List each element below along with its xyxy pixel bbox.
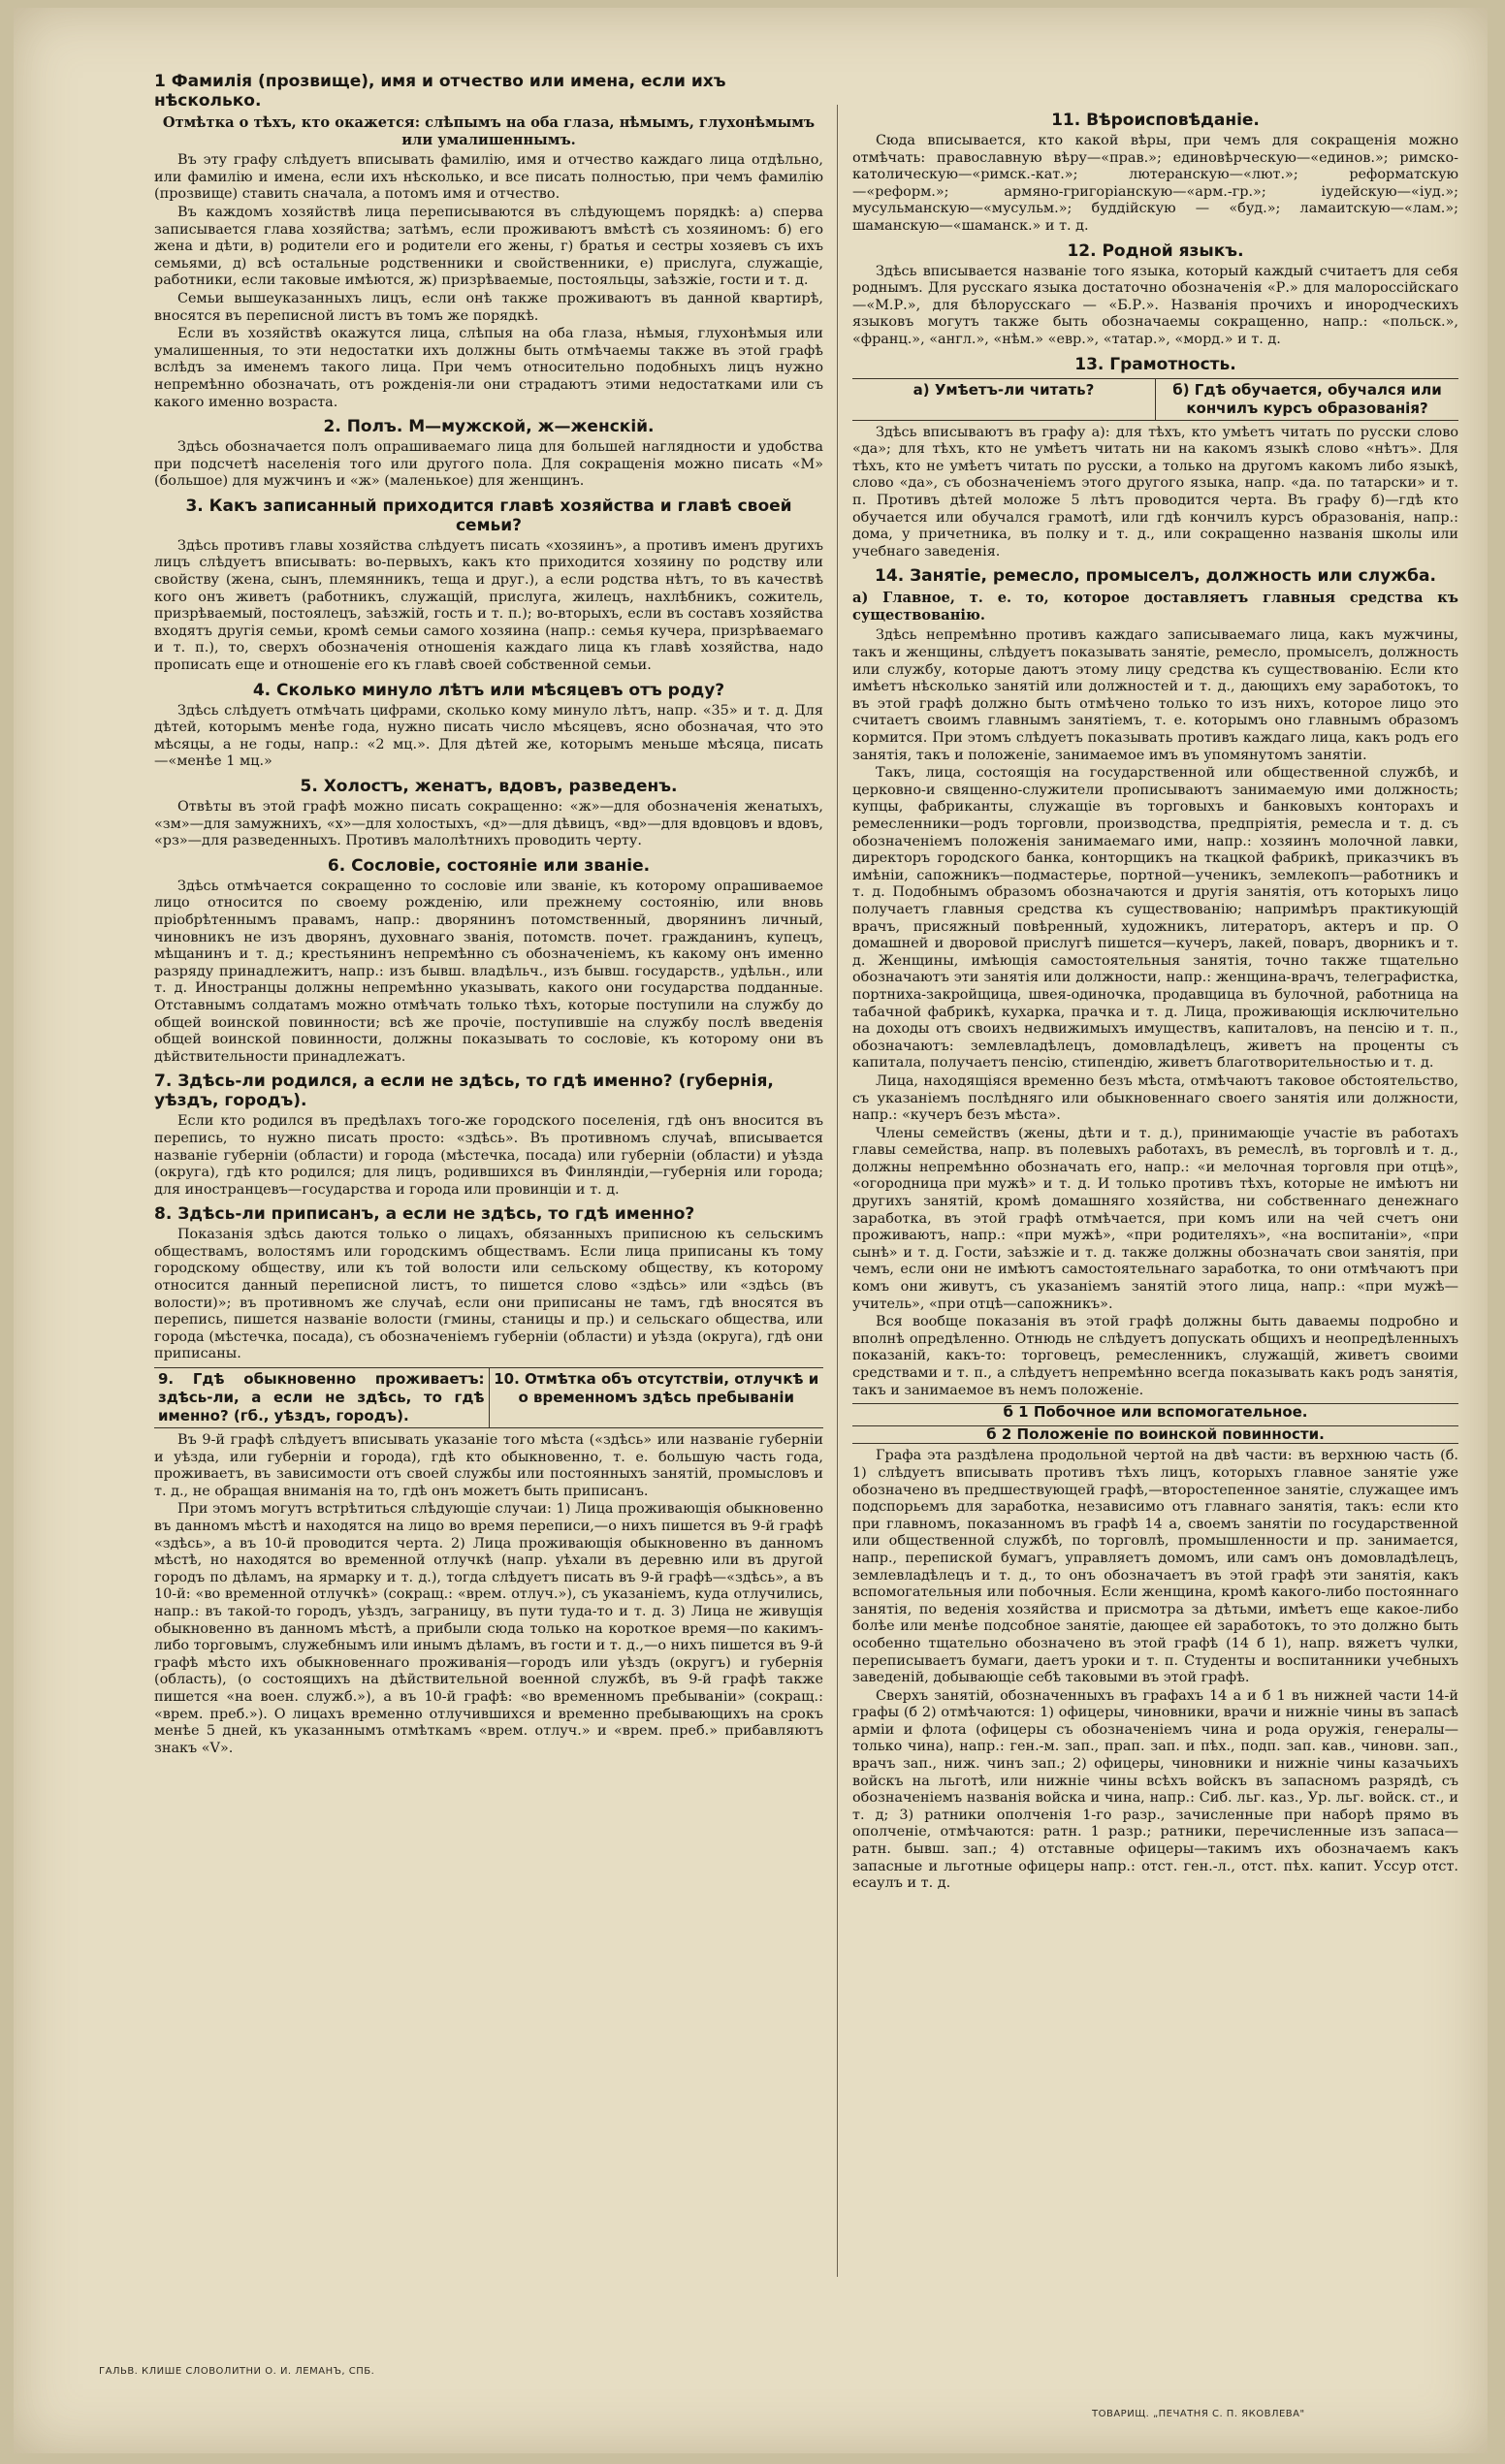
section-12-title: 12. Родной языкъ.: [1067, 240, 1244, 261]
section-14-paragraph: Лица, находящіяся временно безъ мѣста, отмѣчаютъ таковое обстоятельство, съ указаніемъ послѣдняго или обыкновеннаго своего занятія или должности, напр.: «кучеръ безъ мѣста».: [852, 1072, 1458, 1124]
section-5-title: 5. Холостъ, женатъ, вдовъ, разведенъ.: [300, 777, 678, 796]
section-1-paragraph: Если въ хозяйствѣ окажутся лица, слѣпыя на оба глаза, нѣмыя, глухонѣмыя или умалишенныя, то эти недостатки ихъ должны быть отмѣчаемы также въ этой графѣ вслѣдъ за именемъ такого лица. При чемъ относительно подобныхъ лицъ нужно непремѣнно обозначать, отъ рожденія-ли они страдаютъ этими недостатками или съ какого именно возраста.: [154, 326, 823, 410]
section-14b1-title: б 1 Побочное или вспомогательное.: [852, 1403, 1458, 1422]
section-1-paragraph: Семьи вышеуказанныхъ лицъ, если онѣ также проживаютъ въ данной квартирѣ, вносятся въ переписной листъ въ томъ же порядкѣ.: [154, 290, 823, 324]
section-3-paragraph: Здѣсь противъ главы хозяйства слѣдуетъ писать «хозяинъ», а противъ именъ другихъ лицъ слѣдуетъ вписывать: во-первыхъ, какъ кто приходится хозяину по родству или свойству (жена, сынъ, племянникъ, теща и друг.), а если родства нѣтъ, то въ качествѣ кого онъ живетъ (работникъ, служащій, прислуга, жилецъ, нахлѣбникъ, сожитель, призрѣваемый, постоялецъ, заѣзжій, гость и т. п.); во-вторыхъ, если въ составъ хозяйства входятъ другія семьи, кромѣ семьи самого хозяина (напр.: семья кучера, призрѣваемаго и т. п.), то, сверхъ обозначенія отношенія каждаго лица къ главѣ хозяйства, надо прописать еще и отношеніе его къ главѣ своей собственной семьи.: [154, 537, 823, 674]
section-11-title: 11. Вѣроисповѣданіе.: [1051, 111, 1260, 130]
section-4-title: 4. Сколько минуло лѣтъ или мѣсяцевъ отъ роду?: [252, 680, 725, 700]
section-2-paragraph: Здѣсь обозначается полъ опрашиваемаго лица для большей наглядности и удобства при подсчетѣ населенія того или другого пола. Для сокращенія можно писать «М» (большое) для мужчинъ и «ж» (маленькое) для женщинъ.: [154, 439, 823, 490]
section-10-title: 10. Отмѣтка объ отсутствіи, отлучкѣ и о временномъ здѣсь пребываніи: [489, 1368, 824, 1427]
printer-credit-right: ТОВАРИЩ. „ПЕЧАТНЯ С. П. ЯКОВЛЕВА": [1092, 2409, 1305, 2419]
section-9-10-header: [154, 1367, 823, 1428]
section-5-paragraph: Отвѣты въ этой графѣ можно писать сокращенно: «ж»—для обозначенія женатыхъ, «зм»—для замужнихъ, «х»—для холостыхъ, «д»—для дѣвицъ, «вд»—для вдовцовъ и вдовъ, «рз»—для разведенныхъ. Противъ малолѣтнихъ проводить черту.: [154, 799, 823, 849]
section-14b2-title: б 2 Положеніе по воинской повинности.: [852, 1425, 1458, 1445]
section-1-paragraph: Въ эту графу слѣдуетъ вписывать фамилію, имя и отчество каждаго лица отдѣльно, или фамилію и имена, если ихъ нѣсколько, и все писать полностью, при чемъ фамилію (прозвище) ставить сначала, а потомъ имя и отчество.: [154, 152, 823, 203]
section-12-paragraph: Здѣсь вписывается названіе того языка, который каждый считаетъ для себя роднымъ. Для русскаго языка достаточно обозначенія «Р.» для малороссійскаго—«М.Р.», для бѣлорусскаго — «Б.Р.». Названія прочихъ и инородческихъ языковъ могутъ также быть обозначаемы сокращенно, напр.: «польск.», «франц.», «англ.», «нѣм.» «евр.», «татар.», «морд.» и т. д.: [852, 263, 1458, 347]
section-11-paragraph: Сюда вписывается, кто какой вѣры, при чемъ для сокращенія можно отмѣчать: православную вѣру—«прав.»; единовѣрческую—«единов.»; римско-католическую—«римск.-кат.»; лютеранскую—«лют.»; реформатскую—«реформ.»; армяно-григоріанскую—«арм.-гр.»; іудейскую—«іуд.»; мусульманскую—«мусульм.»; буддійскую — «буд.»; ламаитскую—«лам.»; шаманскую—«шаманск.» и т. д.: [852, 133, 1458, 234]
section-14-paragraph: Члены семействъ (жены, дѣти и т. д.), принимающіе участіе въ работахъ главы семейства, напр. въ полевыхъ работахъ, въ ремеслѣ, въ торговлѣ и т. д., должны непремѣнно обозначать его, напр.: «и мелочная торговля при отцѣ», «огородница при мужѣ» и т. д. И только противъ тѣхъ, которые не имѣютъ ни другихъ занятій, кромѣ домашняго хозяйства, ни собственнаго денежнаго заработка, въ этой графѣ отмѣчается, при комъ или на чей счетъ они проживаютъ, напр.: «при мужѣ», «при родителяхъ», «на воспитаніи», «при сынѣ» и т. д. Гости, заѣзжіе и т. д. также должны обозначать свои занятія, при чемъ, если они не имѣютъ самостоятельнаго заработка, то они отмѣчаютъ при комъ они живутъ, съ указаніемъ занятій этого лица, напр.: «при мужѣ—учитель», «при отцѣ—сапожникъ».: [852, 1125, 1458, 1312]
section-1-subtitle: Отмѣтка о тѣхъ, кто окажется: слѣпымъ на оба глаза, нѣмымъ, глухонѣмымъ или умалишеннымъ.: [162, 114, 816, 148]
column-divider: [837, 105, 838, 2277]
left-column: [154, 66, 823, 1758]
section-14b-paragraph: Графа эта раздѣлена продольной чертой на двѣ части: въ верхнюю часть (б. 1) слѣдуетъ вписывать противъ тѣхъ лицъ, которыхъ главное занятіе уже обозначено въ предшествующей графѣ,—второстепенное занятіе, служащее имъ подспорьемъ для заработка, независимо отъ главнаго занятія, такъ: если кто при главномъ, показанномъ въ графѣ 14 а, своемъ занятіи по государственной или общественной службѣ, по торговлѣ, промышленности и пр. занимается, напр., перепиской бумагъ, управляетъ домомъ, или самъ онъ домовладѣлецъ, землевладѣлецъ и т. д., то онъ обозначаетъ въ этой графѣ эти занятія, какъ вспомогательныя или побочныя. Если женщина, кромѣ какого-либо постояннаго занятія, по веденія хозяйства и присмотра за дѣтьми, имѣетъ еще какое-либо болѣе или менѣе подсобное занятіе, дающее ей заработокъ, то это должно быть особенно тщательно обозначено въ этой графѣ (14 б 1), напр. вяжетъ чулки, переписываетъ бумаги, даетъ уроки и т. п. Студенты и воспитанники учебныхъ заведеній, добывающіе себѣ таковыми въ этой графѣ.: [852, 1448, 1458, 1686]
section-2-title: 2. Полъ. М—мужской, ж—женскій.: [323, 417, 655, 437]
section-14-title: 14. Занятіе, ремесло, промыселъ, должность или служба.: [875, 566, 1436, 587]
section-9-10-paragraph: При этомъ могутъ встрѣтиться слѣдующіе случаи: 1) Лица проживающія обыкновенно въ данномъ мѣстѣ и находятся на лицо во время переписи,—о нихъ пишется въ 9-й графѣ «здѣсь», а въ 10-й проводится черта. 2) Лица проживающія обыкновенно въ данномъ мѣстѣ, но находятся во временной отлучкѣ (напр. уѣхали въ деревню или въ другой городъ по дѣламъ, на ярмарку и т. д.), тогда слѣдуетъ писать въ 9-й графѣ—«здѣсь», а въ 10-й: «во временной отлучкѣ» (сокращ.: «врем. отлуч.»), съ указаніемъ, куда отлучились, напр.: въ такой-то городъ, уѣздъ, заграницу, въ пути туда-то и т. д. 3) Лица не живущія обыкновенно въ данномъ мѣстѣ, а прибыли сюда только на короткое время—по какимъ-либо торговымъ, служебнымъ или инымъ дѣламъ, въ гости и т. д.,—о нихъ пишется въ 9-й графѣ мѣсто ихъ обыкновеннаго проживанія—городъ или уѣздъ (округъ) и губернія (область), (о состоящихъ на дѣйствительной военной службѣ, въ 9-й графѣ также пишется «на воен. служб.»), а въ 10-й графѣ: «во временномъ пребываніи» (сокращ.: «врем. преб.»). О лицахъ временно отлучившихся и временно пребывающихъ на срокъ менѣе 5 дней, къ указаннымъ отмѣткамъ «врем. отлуч.» и «врем. преб.» прибавляютъ знакъ «V».: [154, 1501, 823, 1756]
section-9-title: 9. Гдѣ обыкновенно проживаетъ: здѣсь-ли, а если не здѣсь, то гдѣ именно? (гб., уѣздъ, городъ).: [158, 1370, 485, 1425]
section-7-paragraph: Если кто родился въ предѣлахъ того-же городского поселенія, гдѣ онъ вносится въ перепись, то нужно писать просто: «здѣсь». Въ противномъ случаѣ, вписывается названіе губерніи (области) и города (мѣстечка, посада) или губерніи (области) и уѣзда (округа), гдѣ кто родился; для лицъ, родившихся въ Финляндіи,—губернія или города; для иностранцевъ—государства и города или провинціи и т. д.: [154, 1113, 823, 1198]
census-instruction-sheet: [14, 8, 1488, 2453]
section-13-paragraph: Здѣсь вписываютъ въ графу а): для тѣхъ, кто умѣетъ читать по русски слово «да»; для тѣхъ, кто не умѣетъ читать ни на какомъ языкѣ слово «нѣтъ». Для тѣхъ, кто не умѣетъ читать по русски, а только на другомъ какомъ либо языкѣ, слово «да», съ обозначеніемъ этого другого языка, напр. «да. по татарски» и т. п. Противъ дѣтей моложе 5 лѣтъ проводится черта. Въ графу б)—гдѣ кто обучается или обучался грамотѣ, или гдѣ кончилъ курсъ образованія, напр.: дома, у причетника, въ полку и т. д., или сокращенно названія школы или учебнаго заведенія.: [852, 424, 1458, 560]
section-8-paragraph: Показанія здѣсь даются только о лицахъ, обязанныхъ приписною къ сельскимъ обществамъ, волостямъ или городскимъ обществамъ. Если лица приписаны къ тому городскому обществу, или къ той волости или сельскому обществу, къ которому относится данный переписной листъ, то пишется слово «здѣсь» или «здѣсь (въ волости)»; въ противномъ же случаѣ, если они приписаны не тамъ, гдѣ вносятся въ перепись, пишется названіе волости (гмины, станицы и пр.) и сельскаго общества, или города (мѣстечка, посада), съ обозначеніемъ губерніи (области) и уѣзда (округа), гдѣ они приписаны.: [154, 1227, 823, 1362]
section-14b-paragraph: Сверхъ занятій, обозначенныхъ въ графахъ 14 а и б 1 въ нижней части 14-й графы (б 2) отмѣчаются: 1) офицеры, чиновники, врачи и нижніе чины въ запасѣ арміи и флота (офицеры съ обозначеніемъ чина и родa оружія, генералы—только чина), напр.: ген.-м. зап., прап. зап. и пѣх., подп. зап. кав., чиновн. зап., врачъ зап., ниж. чинъ зап.; 2) офицеры, чиновники и нижніе чины казачьихъ войскъ на льготѣ, или нижніе чины всѣхъ войскъ въ запасномъ разрядѣ, съ обозначеніемъ названія войска и чина, напр.: Сиб. льг. каз., Ур. льг. войск. ст., и т. д; 3) ратники ополченія 1-го разр., зачисленные при наборѣ прямо въ ополченіе, отмѣчаются: ратн. 1 разр.; ратники, перечисленные изъ запаса—ратн. бывш. зап.; 4) отставные офицеры—такимъ ихъ обозначаемъ какъ запасные и льготные офицеры напр.: отст. ген.-л., отст. пѣх. капит. Уссур отст. есаулъ и т. д.: [852, 1687, 1458, 1892]
section-13a-title: а) Умѣетъ-ли читать?: [913, 380, 1095, 399]
section-14-paragraph: Здѣсь непремѣнно противъ каждаго записываемаго лица, какъ мужчины, такъ и женщины, слѣдуетъ показывать занятіе, ремесло, промыселъ, должность или службу, которые даютъ этому лицу средства къ существованію. Если кто имѣетъ нѣсколько занятій или должностей и т. д., дающихъ ему заработокъ, то въ этой графѣ должно быть отмѣчено только то изъ нихъ, которое лицо это считаетъ своимъ главнымъ занятіемъ, т. е. которымъ оно главнымъ образомъ кормится. При этомъ слѣдуетъ показывать противъ каждаго лица, какъ родъ его занятія, такъ и положеніе, занимаемое имъ въ упомянутомъ занятіи.: [852, 627, 1458, 763]
right-column: [852, 105, 1458, 1894]
section-9-10-paragraph: Въ 9-й графѣ слѣдуетъ вписывать указаніе того мѣста («здѣсь» или названіе губерніи и уѣзда, или губерніи и города), гдѣ кто обыкновенно, т. е. большую часть года, проживаетъ, въ зависимости отъ своей службы или постоянныхъ занятій, промысловъ и т. д., не обращая вниманія на то, гдѣ онъ можетъ быть приписанъ.: [154, 1432, 823, 1499]
section-14a-subtitle: а) Главное, т. е. то, которое доставляетъ главныя средства къ существованію.: [852, 590, 1458, 624]
section-14-paragraph: Такъ, лица, состоящія на государственной или общественной службѣ, и церковно-и священно-служители прописываютъ занимаемую ими должность; купцы, фабриканты, служащіе въ торговыхъ и банковыхъ конторахъ и ремесленники—родъ торговли, производства, предпріятія, ремесла и т. д. съ обозначеніемъ положенія занимаемаго ими, напр.: хозяинъ молочной лавки, директоръ городского банка, конторщикъ на ткацкой фабрикѣ, приказчикъ въ имѣніи, сапожникъ—подмастерье, портной—ученикъ, землекопъ—работникъ и т. д. Подобнымъ образомъ обозначаются и другія занятія, отъ которыхъ лицо получаетъ главныя средства къ существованію; напримѣръ практикующій врачъ, присяжный повѣренный, художникъ, литераторъ, актеръ и пр. О домашней и дворовой прислугѣ пишется—кучеръ, лакей, поваръ, дворникъ и т. д. Женщины, имѣющія самостоятельныя занятія, точно также тщательно обозначаютъ эти занятія или должности, напр.: женщина-врачъ, телеграфистка, портниха-закройщица, швея-одиночка, продавщица въ булочной, работница на табачной фабрикѣ, кухарка, прачка и т. д. Лица, проживающія исключительно на доходы отъ своихъ недвижимыхъ имуществъ, капиталовъ, на пенсію и т. п., обозначаютъ: землевладѣлецъ, домовладѣлецъ, живетъ на проценты съ капитала, получаетъ пенсію, стипендію, живетъ благотворительностью и т. д.: [852, 765, 1458, 1072]
section-13b-title: б) Гдѣ обучается, обучался или кончилъ курсъ образованія?: [1155, 379, 1458, 420]
section-8-title: 8. Здѣсь-ли приписанъ, а если не здѣсь, то гдѣ именно?: [154, 1204, 695, 1225]
section-6-title: 6. Сословіе, состояніе или званіе.: [327, 855, 651, 876]
section-13-title: 13. Грамотность.: [1074, 354, 1236, 374]
printer-credit-left: ГАЛЬВ. КЛИШЕ СЛОВОЛИТНИ О. И. ЛЕМАНЪ, СПБ.: [99, 2366, 375, 2377]
section-6-paragraph: Здѣсь отмѣчается сокращенно то сословіе или званіе, къ которому опрашиваемое лицо относится по своему рожденію, или прежнему состоянію, или вновь пріобрѣтеннымъ правамъ, напр.: дворянинъ потомственный, дворянинъ личный, чиновникъ не изъ дворянъ, духовнаго званія, потомств. почет. гражданинъ, купецъ, мѣщанинъ и т. д.; крестьянинъ непремѣнно съ обозначеніемъ, къ какому онъ именно разряду принадлежитъ, напр.: изъ бывш. владѣльч., изъ бывш. государств., удѣльн., или т. д. Иностранцы должны непремѣнно указывать, какого они государства подданные. Отставнымъ солдатамъ можно отмѣчать только тѣхъ, которые поступили на службу до общей воинской повинности; всѣ же прочіе, поступившіе на службу послѣ введенія общей воинской повинности, должны показывать то сословіе, къ которому они въ дѣйствительности принадлежатъ.: [154, 878, 823, 1065]
section-13-header: [852, 378, 1458, 421]
section-3-title: 3. Какъ записанный приходится главѣ хозяйства и главѣ своей семьи?: [185, 496, 792, 535]
section-7-title: 7. Здѣсь-ли родился, а если не здѣсь, то гдѣ именно? (губернія, уѣздъ, городъ).: [154, 1072, 774, 1111]
section-1-title: 1 Фамилія (прозвище), имя и отчество или имена, если ихъ нѣсколько.: [154, 72, 726, 111]
section-1-paragraph: Въ каждомъ хозяйствѣ лица переписываются въ слѣдующемъ порядкѣ: а) сперва записывается глава хозяйства; затѣмъ, если проживаютъ вмѣстѣ съ хозяиномъ: б) его жена и дѣти, в) родители его и родители его жены, г) братья и сестры хозяевъ съ ихъ семьями, д) всѣ остальные родственники и свойственники, е) прислуга, служащіе, работники, если таковые имѣются, ж) призрѣваемые, постояльцы, заѣзжіе, гости и т. д.: [154, 204, 823, 289]
section-14-paragraph: Вся вообще показанія въ этой графѣ должны быть даваемы подробно и вполнѣ опредѣленно. Отнюдь не слѣдуетъ допускать общихъ и неопредѣленныхъ показаній, какъ-то: торговецъ, ремесленникъ, служащій, живетъ своими средствами и т. п., а слѣдуетъ непремѣнно всегда показывать какъ родъ занятія, такъ и занимаемое въ немъ положеніе.: [852, 1314, 1458, 1398]
section-4-paragraph: Здѣсь слѣдуетъ отмѣчать цифрами, сколько кому минуло лѣтъ, напр. «35» и т. д. Для дѣтей, которымъ менѣе года, нужно писать число мѣсяцевъ, ясно обозначая, что это мѣсяцы, а не годы, напр.: «2 мц.». Для дѣтей же, которымъ меньше мѣсяца, писать—«менѣе 1 мц.»: [154, 702, 823, 770]
